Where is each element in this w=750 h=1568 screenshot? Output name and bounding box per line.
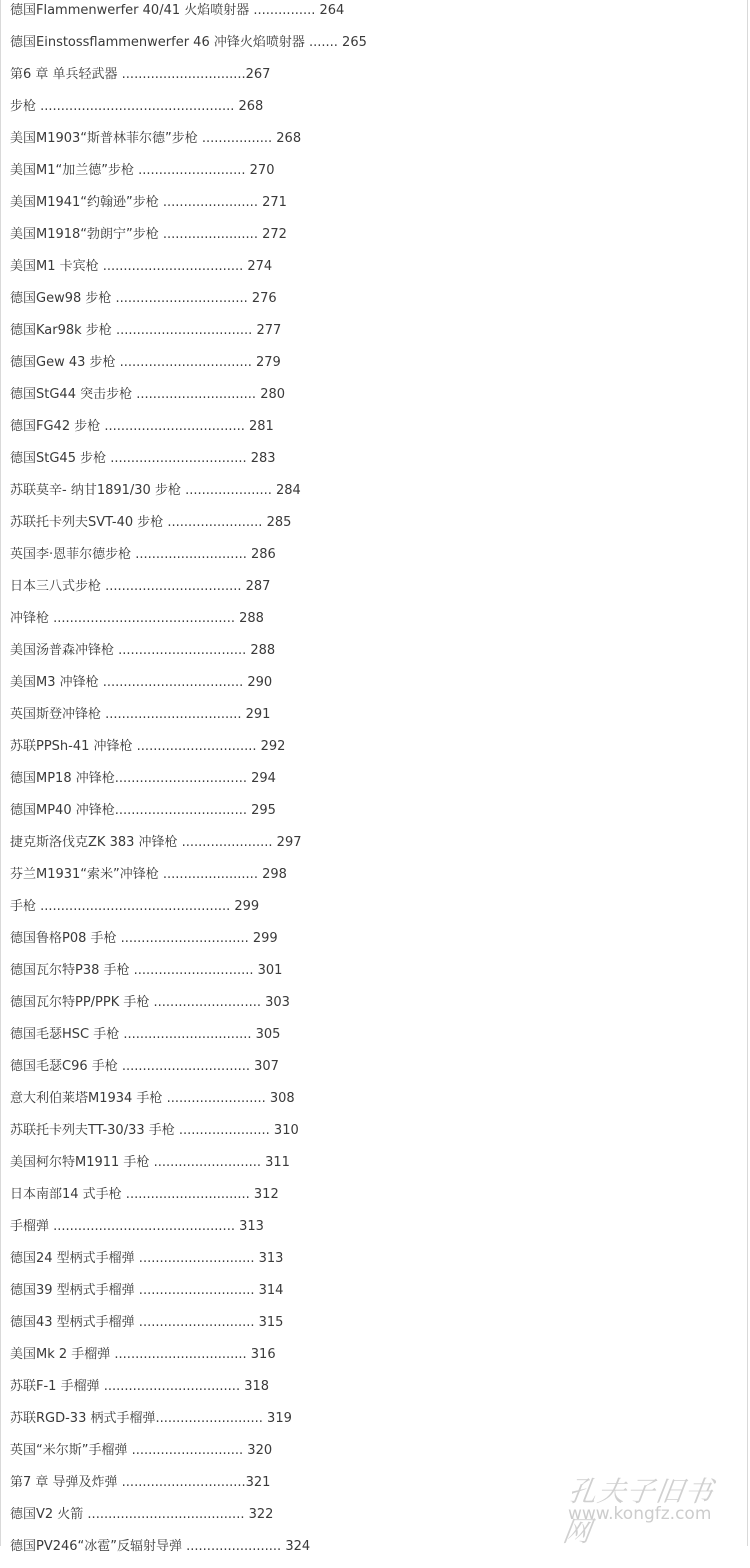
- toc-entry: 德国FG42 步枪 .................................. 281: [10, 419, 274, 434]
- toc-entry: 德国43 型柄式手榴弹 ............................ 315: [10, 1315, 284, 1330]
- toc-entry: 德国StG44 突击步枪 ............................. 280: [10, 387, 286, 402]
- toc-entry: 德国PV246“冰雹”反辐射导弹 ....................... 324: [10, 1539, 311, 1554]
- toc-entry: 苏联F-1 手榴弹 ................................. 318: [10, 1379, 270, 1394]
- toc-entry: 德国MP18 冲锋枪................................ 294: [10, 771, 276, 786]
- toc-entry: 德国Gew98 步枪 ................................ 276: [10, 291, 277, 306]
- toc-entry: 手枪 .............................................. 299: [10, 899, 260, 914]
- toc-entry: 美国汤普森冲锋枪 ............................... 288: [10, 643, 276, 658]
- toc-entry: 美国M1903“斯普林菲尔德”步枪 ................. 268: [10, 131, 302, 146]
- toc-entry: 第7 章 导弹及炸弹 ..............................321: [10, 1475, 271, 1490]
- toc-entry: 美国M1 卡宾枪 .................................. 274: [10, 259, 273, 274]
- toc-entry: 苏联托卡列夫SVT-40 步枪 ....................... 285: [10, 515, 292, 530]
- toc-entry: 英国“米尔斯”手榴弹 ........................... 320: [10, 1443, 273, 1458]
- toc-entry: 德国V2 火箭 ...................................... 322: [10, 1507, 274, 1522]
- toc-entry: 德国Kar98k 步枪 ................................. 277: [10, 323, 282, 338]
- toc-entry: 美国M1“加兰德”步枪 .......................... 270: [10, 163, 275, 178]
- toc-entry: 美国M1941“约翰逊”步枪 ....................... 271: [10, 195, 287, 210]
- toc-entry: 意大利伯莱塔M1934 手枪 ........................ 308: [10, 1091, 295, 1106]
- toc-entry: 美国Mk 2 手榴弹 ................................ 316: [10, 1347, 276, 1362]
- toc-entry: 苏联PPSh-41 冲锋枪 ............................. 292: [10, 739, 286, 754]
- toc-entry: 德国Einstossflammenwerfer 46 冲锋火焰喷射器 ....... 265: [10, 35, 367, 50]
- toc-entry: 德国Gew 43 步枪 ................................ 279: [10, 355, 281, 370]
- toc-entry: 手榴弹 ............................................ 313: [10, 1219, 264, 1234]
- toc-entry: 捷克斯洛伐克ZK 383 冲锋枪 ...................... 297: [10, 835, 302, 850]
- toc-entry: 苏联RGD-33 柄式手榴弹.......................... 319: [10, 1411, 292, 1426]
- toc-entry: 德国24 型柄式手榴弹 ............................ 313: [10, 1251, 284, 1266]
- toc-entry: 美国M3 冲锋枪 .................................. 290: [10, 675, 273, 690]
- toc-entry: 步枪 ............................................... 268: [10, 99, 264, 114]
- toc-entry: 芬兰M1931“索米”冲锋枪 ....................... 298: [10, 867, 287, 882]
- toc-entry: 德国毛瑟HSC 手枪 ............................... 305: [10, 1027, 281, 1042]
- toc-entry: 德国39 型柄式手榴弹 ............................ 314: [10, 1283, 284, 1298]
- toc-entry: 日本南部14 式手枪 .............................. 312: [10, 1187, 279, 1202]
- toc-entry: 德国瓦尔特PP/PPK 手枪 .......................... 303: [10, 995, 290, 1010]
- toc-entry: 德国MP40 冲锋枪................................ 295: [10, 803, 276, 818]
- toc-entry: 冲锋枪 ............................................ 288: [10, 611, 264, 626]
- toc-entry: 苏联莫辛- 纳甘1891/30 步枪 ..................... 284: [10, 483, 301, 498]
- toc-entry: 德国Flammenwerfer 40/41 火焰喷射器 ............... 264: [10, 3, 345, 18]
- toc-entry: 美国M1918“勃朗宁”步枪 ....................... 272: [10, 227, 287, 242]
- toc-entry: 德国StG45 步枪 ................................. 283: [10, 451, 276, 466]
- toc-entry: 苏联托卡列夫TT-30/33 手枪 ...................... 310: [10, 1123, 299, 1138]
- toc-entry: 日本三八式步枪 ................................. 287: [10, 579, 271, 594]
- toc-entry: 德国毛瑟C96 手枪 ............................... 307: [10, 1059, 279, 1074]
- toc-entry: 德国鲁格P08 手枪 ............................... 299: [10, 931, 278, 946]
- table-of-contents: [10, 0, 367, 1568]
- toc-entry: 英国李·恩菲尔德步枪 ........................... 286: [10, 547, 276, 562]
- watermark-logo: 孔夫子旧书网: [560, 1475, 716, 1548]
- watermark-url: www.kongfz.com: [568, 1504, 712, 1524]
- toc-entry: 第6 章 单兵轻武器 ..............................267: [10, 67, 271, 82]
- toc-entry: 英国斯登冲锋枪 ................................. 291: [10, 707, 271, 722]
- toc-entry: 德国瓦尔特P38 手枪 ............................. 301: [10, 963, 283, 978]
- toc-entry: 美国柯尔特M1911 手枪 .......................... 311: [10, 1155, 290, 1170]
